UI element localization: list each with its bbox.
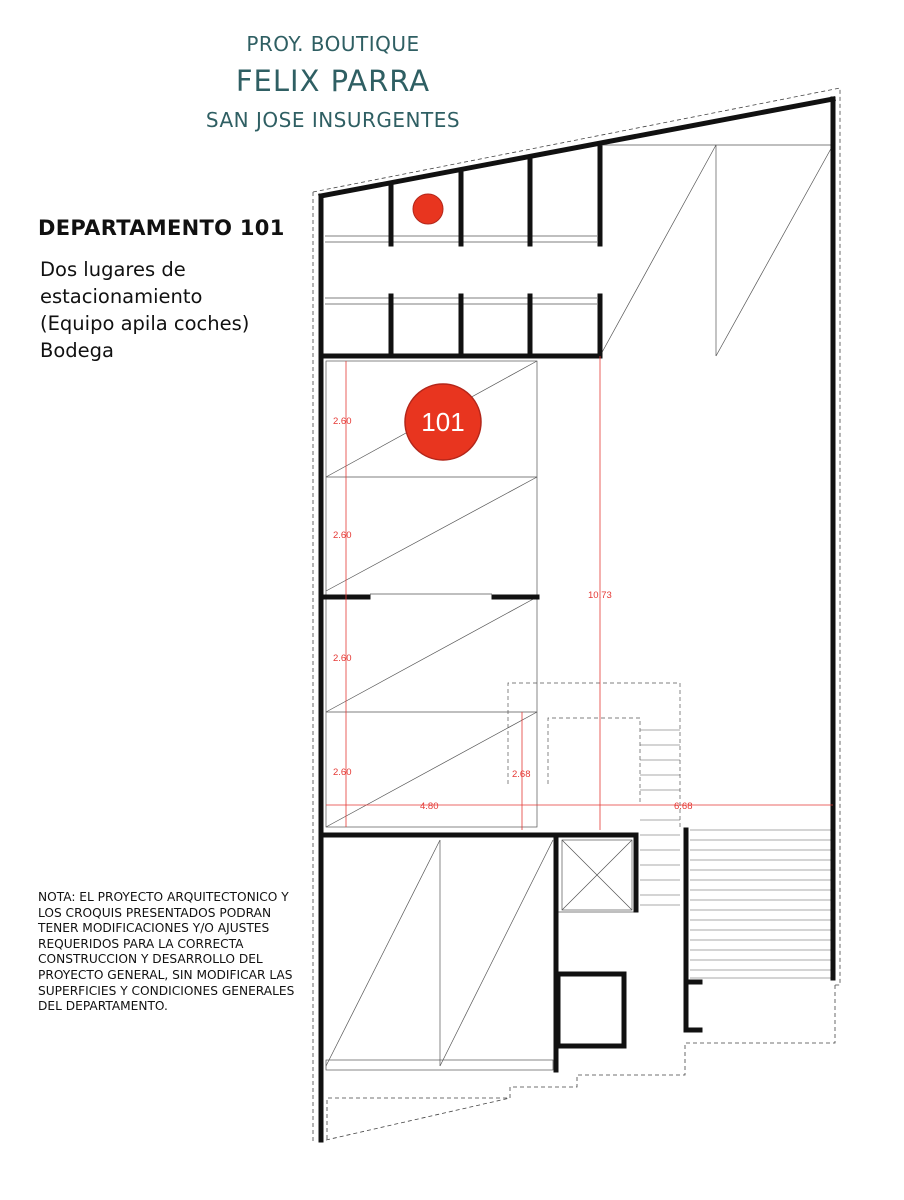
dim-bay-1: 2.60 bbox=[333, 416, 352, 427]
storage-marker bbox=[413, 194, 443, 224]
walls bbox=[321, 99, 833, 1140]
project-type: PROY. BOUTIQUE bbox=[246, 32, 420, 56]
disclaimer-note: NOTA: EL PROYECTO ARQUITECTONICO Y LOS CROQUIS PRESENTADOS PODRAN TENER MODIFICACIONES Y/O AJUSTES REQUERIDOS PARA LA CORRECTA CONSTRUCCION Y DESARROLLO DEL PROYECTO GENERAL, SIN MODIFICAR LAS SUPERFICIES Y CONDICIONES GENERALES DEL DEPARTAMENTO. bbox=[38, 890, 295, 1014]
dimension-labels bbox=[333, 416, 693, 812]
dim-stair-depth: 2.68 bbox=[512, 769, 531, 780]
dimension-lines bbox=[326, 356, 833, 830]
dim-total-depth: 10.73 bbox=[588, 590, 612, 601]
dim-width-left: 4.80 bbox=[420, 801, 439, 812]
stair-outline bbox=[508, 683, 680, 827]
unit-line-3: (Equipo apila coches) bbox=[40, 312, 250, 335]
project-location: SAN JOSE INSURGENTES bbox=[205, 108, 461, 132]
unit-badge bbox=[405, 384, 481, 460]
unit-title: DEPARTAMENTO 101 bbox=[38, 216, 285, 240]
dim-bay-2: 2.60 bbox=[333, 530, 352, 541]
dim-width-right: 6.68 bbox=[674, 801, 693, 812]
unit-line-4: Bodega bbox=[40, 339, 115, 362]
unit-line-2: estacionamiento bbox=[40, 285, 203, 308]
stairs bbox=[640, 730, 833, 978]
unit-badge-label: 101 bbox=[421, 407, 465, 437]
dim-bay-4: 2.60 bbox=[333, 767, 352, 778]
unit-line-1: Dos lugares de bbox=[40, 258, 186, 281]
project-name: FELIX PARRA bbox=[235, 64, 431, 98]
drafting-lines bbox=[325, 145, 833, 1070]
dim-bay-3: 2.60 bbox=[333, 653, 352, 664]
